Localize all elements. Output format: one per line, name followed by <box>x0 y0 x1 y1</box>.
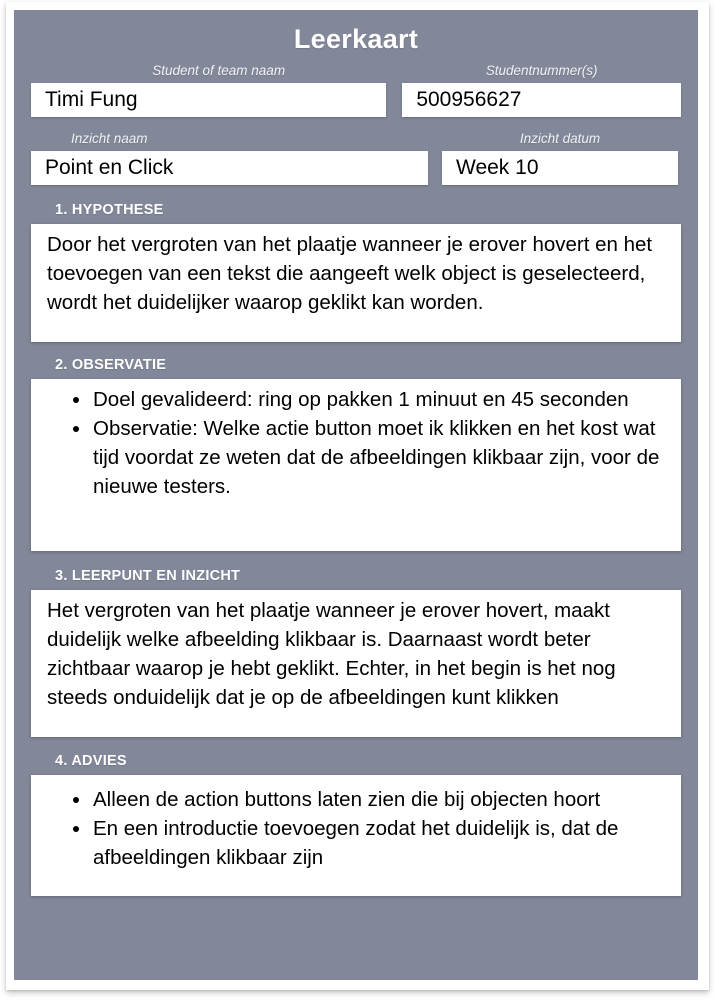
leerpunt-text: Het vergroten van het plaatje wanneer je erover hovert, maakt duidelijk welke afbeelding klikbaar is. Daarnaast wordt beter zichtbaar waarop je hebt geklikt. Echter, in het begin is het nog steeds onduidelijk dat je op de afbeeldingen kunt klikken <box>47 599 616 709</box>
field-student-name <box>31 63 386 117</box>
list-item: En een introductie toevoegen zodat het duidelijk is, dat de afbeeldingen klikbaar zijn <box>73 814 665 872</box>
field-insight-name <box>31 131 428 185</box>
leerkaart-card <box>14 10 698 980</box>
field-insight-date <box>442 131 678 185</box>
section-advies-body[interactable] <box>31 775 681 896</box>
section-observatie <box>14 356 698 551</box>
page-card <box>6 2 709 990</box>
page-title: Leerkaart <box>293 24 419 54</box>
section-hypothese-header: 1. HYPOTHESE <box>55 202 164 218</box>
field-student-number <box>402 63 681 117</box>
section-observatie-header: 2. OBSERVATIE <box>55 357 167 373</box>
hypothese-text: Door het vergroten van het plaatje wanneer je erover hovert en het toevoegen van een tekst die aangeeft welk object is geselecteerd, wordt het duidelijker waarop geklikt kan worden. <box>47 233 653 314</box>
section-advies <box>14 752 698 896</box>
student-number-input[interactable]: 500956627 <box>402 83 681 117</box>
section-advies-header: 4. ADVIES <box>55 753 127 769</box>
section-leerpunt-header: 3. LEERPUNT EN INZICHT <box>55 568 241 584</box>
insight-date-input[interactable]: Week 10 <box>442 151 678 185</box>
meta-row-student <box>14 63 698 117</box>
meta-row-insight <box>14 131 698 185</box>
list-item: Alleen de action buttons laten zien die bij objecten hoort <box>73 785 665 814</box>
student-name-label: Student of team naam <box>152 63 286 78</box>
section-hypothese-body[interactable] <box>31 224 681 342</box>
insight-name-input[interactable]: Point en Click <box>31 151 428 185</box>
section-leerpunt <box>14 567 698 737</box>
student-name-input[interactable]: Timi Fung <box>31 83 386 117</box>
list-item: Doel gevalideerd: ring op pakken 1 minuut en 45 seconden <box>73 385 665 414</box>
section-hypothese <box>14 201 698 342</box>
student-number-label: Studentnummer(s) <box>485 63 598 78</box>
insight-date-label: Inzicht datum <box>519 131 601 146</box>
observatie-bullet-list <box>47 385 665 501</box>
section-leerpunt-body[interactable] <box>31 590 681 737</box>
insight-name-label: Inzicht naam <box>71 131 148 146</box>
advies-bullet-list <box>47 785 665 872</box>
list-item: Observatie: Welke actie button moet ik klikken en het kost wat tijd voordat ze weten dat de afbeeldingen klikbaar zijn, voor de nieuwe testers. <box>73 414 665 501</box>
section-observatie-body[interactable] <box>31 379 681 551</box>
